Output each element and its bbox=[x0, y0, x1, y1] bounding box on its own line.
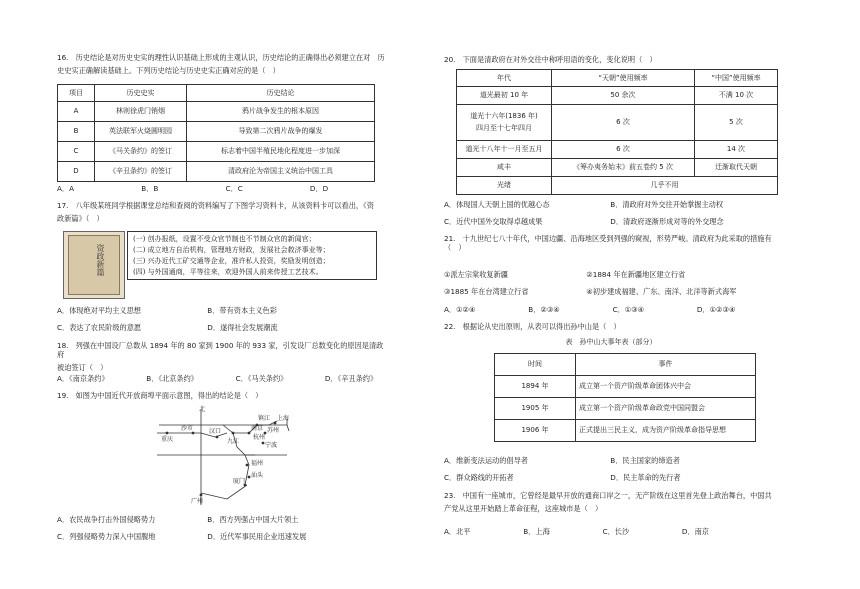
question-19 bbox=[57, 391, 387, 400]
q16-option-a[interactable]: A．A bbox=[57, 184, 75, 193]
q16-header-conclusion: 历史结论 bbox=[187, 85, 375, 102]
q16-stem-line1: 16. 历史结论是对历史史实的理性认识基础上形成的主观认识，历史结论的正确得出必须建立在对 历 bbox=[57, 53, 385, 62]
table-cell: C bbox=[58, 142, 95, 162]
q20-options-row1 bbox=[444, 200, 778, 209]
table-row bbox=[457, 177, 778, 195]
table-cell: B bbox=[58, 122, 95, 142]
card-line: (一) 创办报纸，设置不受众官节制也不节制众官的新闻官； bbox=[133, 235, 316, 243]
q16-stem-line2: 史史实正确解读基础上。下列历史结论与历史史实正确对应的是（ ） bbox=[57, 66, 280, 75]
question-16 bbox=[57, 53, 387, 75]
table-cell: 咸丰 bbox=[457, 159, 552, 177]
map-label: 苏州 bbox=[267, 427, 280, 434]
table-cell: A bbox=[58, 102, 95, 122]
table-cell: 50 余次 bbox=[552, 87, 695, 105]
map-label: 杭州 bbox=[253, 434, 266, 441]
q16-option-b[interactable]: B．B bbox=[141, 184, 159, 193]
map-label: 镇江 bbox=[258, 415, 271, 422]
table-cell: 《筹办夷务始末》前五卷约 5 次 bbox=[552, 159, 695, 177]
q23-option-b[interactable]: B．上海 bbox=[523, 527, 550, 536]
card-line: (二) 成立地方自治机构，管理地方财政，发展社会救济事业等； bbox=[133, 245, 330, 254]
table-cell: 《辛丑条约》的签订 bbox=[95, 162, 187, 182]
q18-stem-line2: 被迫签订（ ） bbox=[57, 363, 108, 372]
table-cell bbox=[457, 105, 552, 141]
q16-option-d[interactable]: D．D bbox=[309, 184, 329, 193]
q17-stem-line1: 17. 八年级某班同学根据课堂总结和查阅的资料编写了下图学习资料卡，从该资料卡可以看出，《资 bbox=[57, 201, 374, 210]
map-label: 厦门 bbox=[233, 478, 246, 485]
q21-item-2: ②1884 年在新疆地区建立行省 bbox=[586, 270, 686, 279]
q21-option-d[interactable]: D．①②③④ bbox=[696, 305, 736, 314]
q17-study-card bbox=[127, 231, 377, 280]
q20-option-b[interactable]: B．清政府对外交往开始掌握主动权 bbox=[610, 200, 724, 209]
table-cell: 标志着中国半殖民地化程度进一步加深 bbox=[187, 142, 375, 162]
q20-header-era: 年代 bbox=[457, 70, 552, 87]
table-row bbox=[58, 142, 375, 162]
q22-option-a[interactable]: A．维新变法运动的倡导者 bbox=[444, 456, 528, 465]
q23-options bbox=[444, 527, 778, 536]
map-label: 南京 bbox=[251, 425, 264, 432]
table-row bbox=[457, 141, 778, 159]
q17-option-a[interactable]: A．体现绝对平均主义思想 bbox=[57, 306, 141, 315]
q20-option-c[interactable]: C．近代中国外交取得卓越成果 bbox=[444, 217, 543, 226]
q19-option-b[interactable]: B．西方列强占中国大片领土 bbox=[207, 515, 299, 524]
map-label: 宁波 bbox=[265, 442, 278, 449]
q16-options bbox=[57, 184, 387, 193]
q22-options-row2 bbox=[444, 473, 778, 482]
table-cell: 迁渐取代天朝 bbox=[695, 159, 778, 177]
map-label: 福州 bbox=[251, 460, 264, 467]
table-cell: 导致第二次鸦片战争的爆发 bbox=[187, 122, 375, 142]
table-cell: 清政府沦为帝国主义统治中国工具 bbox=[187, 162, 375, 182]
table-cell: 几乎不用 bbox=[552, 177, 778, 195]
table-cell: 1894 年 bbox=[495, 376, 576, 398]
q22-options-row1 bbox=[444, 456, 778, 465]
table-cell: 道光十八年十一月至五月 bbox=[457, 141, 552, 159]
q21-option-b[interactable]: B．②③④ bbox=[528, 305, 560, 314]
q21-options bbox=[444, 305, 778, 314]
q21-items-row2 bbox=[444, 287, 778, 296]
q19-option-c[interactable]: C．列强侵略势力深入中国腹地 bbox=[57, 532, 156, 541]
q18-option-b[interactable]: B．《北京条约》 bbox=[146, 374, 198, 383]
question-20 bbox=[444, 55, 778, 64]
q19-stem: 19. 如图为中国近代开放商埠平面示意图，得出的结论是（ ） bbox=[57, 391, 263, 400]
table-cell: 5 次 bbox=[695, 105, 778, 141]
map-label: 北 bbox=[199, 406, 206, 413]
table-row bbox=[457, 105, 778, 141]
q20-header-tianchao: “天朝”使用频率 bbox=[552, 70, 695, 87]
q18-option-d[interactable]: D．《辛丑条约》 bbox=[324, 374, 378, 383]
q16-header-item: 项目 bbox=[58, 85, 95, 102]
map-label: 广州 bbox=[191, 498, 204, 505]
q21-items-row1 bbox=[444, 270, 778, 279]
table-cell: 成立第一个资产阶级革命政党中国同盟会 bbox=[576, 398, 756, 420]
map-label: 沙市 bbox=[181, 425, 194, 432]
question-18 bbox=[57, 341, 387, 372]
table-cell: 14 次 bbox=[695, 141, 778, 159]
q23-option-a[interactable]: A．北平 bbox=[444, 527, 471, 536]
table-row bbox=[495, 398, 756, 420]
table-cell: 光绪 bbox=[457, 177, 552, 195]
q19-options-row1 bbox=[57, 515, 387, 524]
map-label: 九江 bbox=[227, 438, 240, 445]
table-cell: 鸦片战争发生的根本原因 bbox=[187, 102, 375, 122]
q22-table-title: 表 孙中山大事年表（部分） bbox=[565, 338, 657, 346]
table-cell: D bbox=[58, 162, 95, 182]
table-cell: 1905 年 bbox=[495, 398, 576, 420]
question-23 bbox=[444, 491, 778, 513]
q23-option-c[interactable]: C．长沙 bbox=[602, 527, 630, 536]
table-cell: 《马关条约》的签订 bbox=[95, 142, 187, 162]
table-cell: 正式提出三民主义，成为资产阶级革命指导思想 bbox=[576, 420, 756, 442]
map-label: 上海 bbox=[277, 415, 290, 422]
q22-header-time: 时间 bbox=[495, 354, 576, 376]
question-21 bbox=[444, 234, 778, 252]
q20-options-row2 bbox=[444, 217, 778, 226]
table-cell: 道光最初 10 年 bbox=[457, 87, 552, 105]
table-row bbox=[495, 420, 756, 442]
table-row bbox=[58, 162, 375, 182]
q20-option-d[interactable]: D．清政府逐渐形成对等的外交理念 bbox=[610, 217, 724, 226]
era-line: 四月至十七年四月 bbox=[476, 123, 532, 132]
q22-option-b[interactable]: B．民主国家的缔造者 bbox=[610, 456, 680, 465]
q21-item-3: ③1885 年在台湾建立行省 bbox=[444, 287, 529, 296]
map-label: 汉口 bbox=[209, 428, 222, 435]
era-line: 道光十六年(1836 年) bbox=[470, 111, 538, 120]
map-label: 重庆 bbox=[161, 436, 174, 443]
table-row bbox=[495, 376, 756, 398]
q19-treaty-ports-map bbox=[137, 403, 327, 511]
q18-options bbox=[57, 374, 387, 383]
question-17 bbox=[57, 201, 387, 223]
q20-table bbox=[456, 69, 778, 195]
q22-header-event: 事件 bbox=[576, 354, 756, 376]
table-cell: 不满 10 次 bbox=[695, 87, 778, 105]
q16-header-fact: 历史史实 bbox=[95, 85, 187, 102]
q20-option-a[interactable]: A．体现国人天朝上国的优越心态 bbox=[444, 200, 550, 209]
q22-table bbox=[494, 353, 756, 442]
q20-header-zhongguo: “中国”使用频率 bbox=[695, 70, 778, 87]
table-row bbox=[58, 102, 375, 122]
map-label: 汕头 bbox=[251, 472, 264, 479]
card-line: (四) 与外国通商，平等往来，欢迎外国人前来传授工艺技术。 bbox=[133, 267, 323, 276]
q18-stem-line1: 18. 列强在中国设厂总数从 1894 年的 80 家到 1900 年的 933 家，引发设厂总数变化的原因是清政府 bbox=[57, 341, 384, 359]
q22-option-d[interactable]: D．民主革命的先行者 bbox=[610, 473, 681, 482]
table-row bbox=[457, 159, 778, 177]
q21-option-a[interactable]: A．①②④ bbox=[444, 305, 476, 314]
q19-option-d[interactable]: D．近代军事民用企业迅速发展 bbox=[207, 532, 307, 541]
q17-option-b[interactable]: B．带有资本主义色彩 bbox=[207, 306, 277, 315]
q17-options-row2 bbox=[57, 323, 387, 332]
table-cell: 林则徐虎门销烟 bbox=[95, 102, 187, 122]
table-row bbox=[58, 122, 375, 142]
q21-option-c[interactable]: C．①③④ bbox=[612, 305, 645, 314]
card-line: (三) 兴办近代工矿交通等企业，准许私人投资，奖励发明创造； bbox=[133, 256, 330, 265]
q17-stem-line2: 政新篇》（ ） bbox=[57, 214, 104, 223]
q17-option-d[interactable]: D．遂得社会发展潮流 bbox=[207, 323, 278, 332]
table-cell: 6 次 bbox=[552, 141, 695, 159]
q21-item-1: ①派左宗棠收复新疆 bbox=[444, 270, 508, 279]
q20-stem: 20. 下面是清政府在对外交往中称呼用语的变化，变化说明（ ） bbox=[444, 55, 657, 64]
q19-options-row2 bbox=[57, 532, 387, 541]
q23-stem-line1: 23. 中国有一座城市，它曾经是最早开放的通商口岸之一，无产阶级在这里首先登上政治舞台，中国共 bbox=[444, 491, 772, 500]
table-cell: 6 次 bbox=[552, 105, 695, 141]
q21-stem: 21. 十九世纪七八十年代，中国边疆、沿海地区受到列强的窥视，形势严峻。清政府为此采取的措施有（ ） bbox=[444, 234, 772, 252]
book-cover-image bbox=[63, 231, 125, 299]
table-cell: 成立第一个资产阶级革命团体兴中会 bbox=[576, 376, 756, 398]
q21-item-4: ④初步建成福建、广东、南洋、北洋等新式海军 bbox=[586, 287, 737, 296]
q17-options-row1 bbox=[57, 306, 387, 315]
q23-stem-line2: 产党从这里开始踏上革命征程，这座城市是（ ） bbox=[444, 504, 603, 513]
q17-option-c[interactable]: C．表达了农民阶级的意愿 bbox=[57, 323, 142, 332]
q19-option-a[interactable]: A．农民战争打击外国侵略势力 bbox=[57, 515, 156, 524]
book-title: 资政新篇 bbox=[96, 244, 105, 276]
q16-option-c[interactable]: C．C bbox=[225, 184, 243, 193]
table-cell: 英法联军火烧圆明园 bbox=[95, 122, 187, 142]
q22-option-c[interactable]: C．群众路线的开拓者 bbox=[444, 473, 514, 482]
q16-table bbox=[57, 84, 375, 182]
q22-stem: 22. 根据论从史出原则，从表可以得出孙中山是（ ） bbox=[444, 322, 621, 331]
question-22 bbox=[444, 322, 778, 331]
q23-option-d[interactable]: D．南京 bbox=[681, 527, 709, 536]
q18-option-a[interactable]: A．《南京条约》 bbox=[57, 374, 109, 383]
table-cell: 1906 年 bbox=[495, 420, 576, 442]
q18-option-c[interactable]: C．《马关条约》 bbox=[235, 374, 288, 383]
table-row bbox=[457, 87, 778, 105]
